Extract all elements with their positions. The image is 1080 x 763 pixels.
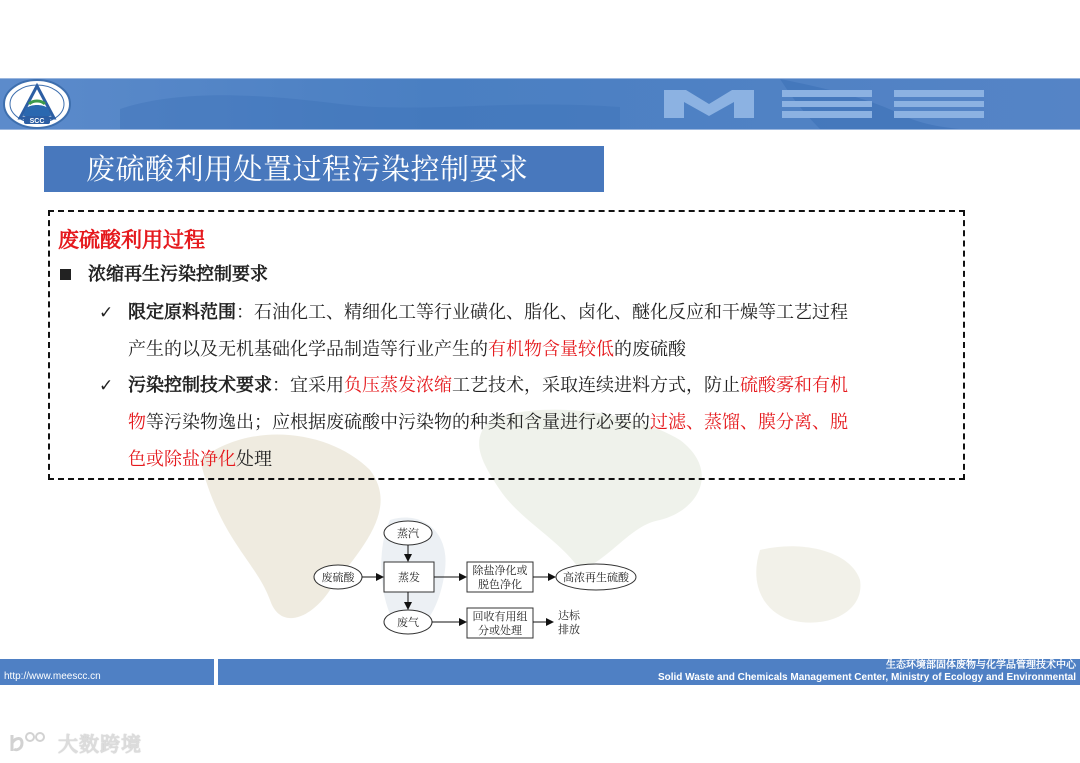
item2-colon: ：	[272, 375, 290, 396]
footer-org-cn: 生态环境部固体废物与化学品管理技术中心	[886, 660, 1076, 671]
mee-letters-icon	[664, 90, 984, 118]
checkmark-icon: ✓	[99, 376, 114, 396]
section-title: 废硫酸利用过程	[58, 228, 205, 252]
item1-line2-post: 的废硫酸	[614, 339, 686, 360]
item2-highlight-1: 负压蒸发浓缩	[344, 375, 452, 396]
item1-highlight: 有机物含量较低	[488, 339, 614, 360]
header-banner	[0, 78, 1080, 130]
item1-line2	[128, 337, 686, 363]
label-product: 高浓再生硫酸	[563, 571, 629, 584]
item2-line2	[128, 410, 848, 436]
square-bullet-icon	[60, 269, 71, 280]
item2-l1-mid: 工艺技术，采取连续进料方式，防止	[452, 375, 740, 396]
item2-highlight-4: 过滤、蒸馏、膜分离、脱	[650, 412, 848, 433]
logo-scc-text: SCC	[29, 118, 45, 125]
item2-line1	[128, 373, 848, 399]
label-waste-acid: 废硫酸	[321, 571, 355, 584]
item2-label: 污染控制技术要求	[128, 375, 272, 396]
footer-right-bar	[218, 659, 1080, 685]
item1-text: 石油化工、精细化工等行业磺化、脂化、卤化、醚化反应和干燥等工艺过程	[254, 302, 848, 323]
item2-highlight-3: 物	[128, 412, 146, 433]
label-purify-1: 除盐净化或	[472, 564, 528, 577]
banner-map-decoration	[120, 79, 620, 129]
item2-highlight-5: 色或除盐净化	[128, 449, 236, 470]
item1-label: 限定原料范围	[128, 302, 236, 323]
banner-text-mee	[664, 90, 984, 118]
label-recover-2: 分或处理	[478, 624, 522, 637]
footer-url-link[interactable]: http://www.meescc.cn	[4, 671, 101, 682]
process-flowchart	[300, 515, 660, 645]
label-evaporate: 蒸发	[398, 571, 420, 584]
footer-org-en: Solid Waste and Chemicals Management Center, Ministry of Ecology and Environmental	[657, 672, 1076, 683]
item1-line2-pre: 产生的以及无机基础化学品制造等行业产生的	[128, 339, 488, 360]
scc-logo-icon	[2, 78, 72, 130]
watermark-text: 大数跨境	[58, 732, 142, 756]
label-steam: 蒸汽	[397, 527, 419, 540]
label-discharge-2: 排放	[558, 623, 580, 636]
label-discharge-1: 达标	[558, 609, 580, 622]
item2-l2-mid: 等污染物逸出；应根据废硫酸中污染物的种类和含量进行必要的	[146, 412, 650, 433]
watermark-logo-icon	[8, 731, 52, 755]
footer-left-bar	[0, 659, 214, 685]
label-recover-1: 回收有用组	[472, 610, 528, 623]
item2-l3-post: 处理	[236, 449, 272, 470]
item2-l1-pre: 宜采用	[290, 375, 344, 396]
label-exhaust: 废气	[397, 616, 419, 629]
checkmark-icon: ✓	[99, 303, 114, 323]
watermark	[8, 728, 142, 757]
item1-colon: ：	[236, 302, 254, 323]
page-title: 废硫酸利用处置过程污染控制要求	[86, 152, 529, 186]
label-purify-2: 脱色净化	[478, 578, 522, 591]
bullet-heading: 浓缩再生污染控制要求	[88, 264, 268, 285]
item2-highlight-2: 硫酸雾和有机	[740, 375, 848, 396]
item1-line1	[128, 300, 848, 326]
item2-line3	[128, 447, 272, 473]
page-title-bar	[44, 146, 604, 192]
